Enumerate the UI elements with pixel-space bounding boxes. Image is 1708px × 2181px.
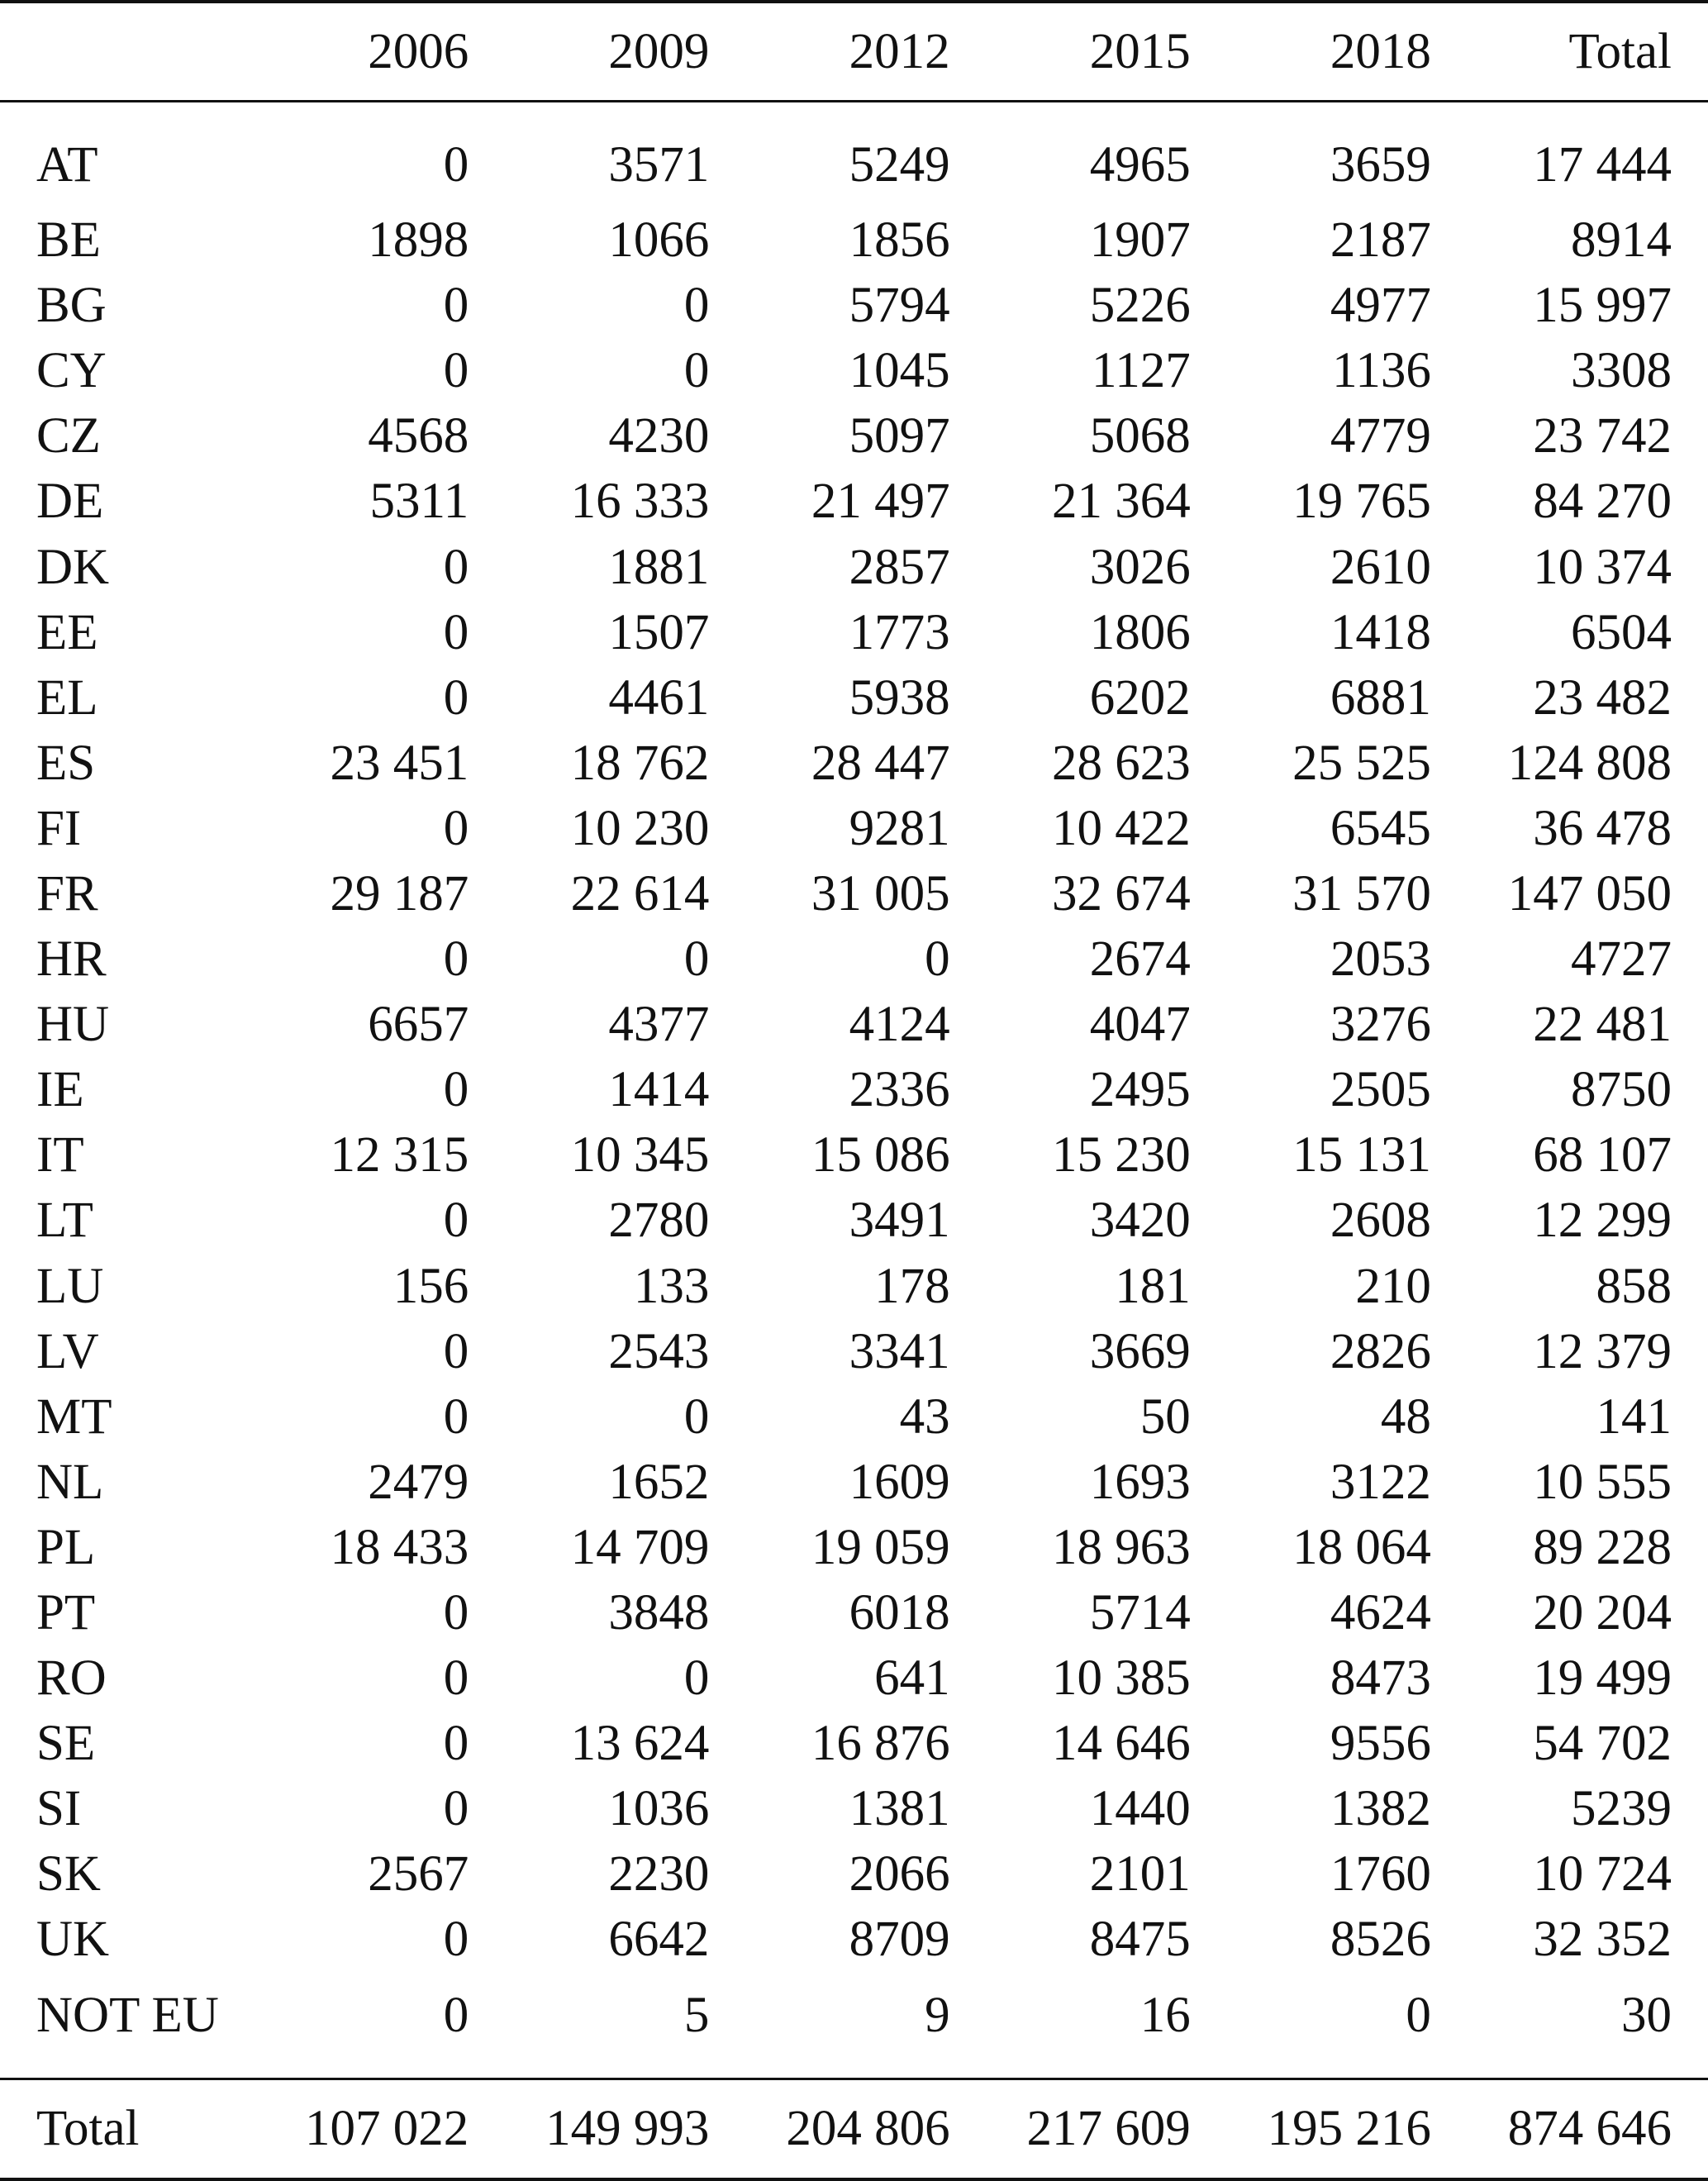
table-cell: 10 555 [1533,1454,1672,1510]
table-cell: 124 808 [1507,735,1672,791]
table-cell: 0 [443,1388,469,1445]
row-label: AT [36,137,98,193]
table-cell: 1881 [608,539,710,595]
table-cell: 29 187 [330,865,469,921]
table-cell: 5714 [1089,1585,1191,1641]
table-cell: 4727 [1571,931,1672,988]
row-label: FI [36,800,82,856]
table-cell: 3848 [608,1585,710,1641]
table-cell: 210 [1355,1258,1431,1314]
table-cell: 21 364 [1051,474,1191,530]
table-cell: 0 [925,931,950,988]
table-cell: 48 [1380,1388,1431,1445]
table-cell: 641 [874,1650,950,1707]
table-cell: 1693 [1089,1454,1191,1510]
table-cell: 15 086 [811,1127,950,1183]
table-cell: 0 [443,669,469,726]
table-cell: 0 [443,800,469,856]
table-cell: 31 005 [811,865,950,921]
table-cell: 6202 [1089,669,1191,726]
table-cell: 19 499 [1533,1650,1672,1707]
table-cell: 5 [683,1987,710,2043]
table-cell: 15 230 [1051,1127,1191,1183]
table-cell: 28 447 [811,735,950,791]
row-label: DK [36,539,110,595]
table-cell: 0 [443,1193,469,1249]
table-cell: 32 352 [1533,1912,1672,1968]
table-cell: 1609 [849,1454,950,1510]
table-row [0,1122,1708,1188]
row-label: SE [36,1716,96,1772]
row-label: CY [36,343,107,399]
table-cell: 9 [925,1987,950,2043]
table-cell: 0 [443,137,469,193]
row-label: RO [36,1650,107,1707]
table-cell: 0 [683,1650,710,1707]
row-label: SI [36,1781,82,1837]
table-cell: 5239 [1571,1781,1672,1837]
table-cell: 6504 [1571,604,1672,660]
table-cell: 1381 [849,1781,950,1837]
table-cell: 0 [443,278,469,334]
table-row [0,1907,1708,1972]
table-cell: 15 997 [1533,278,1672,334]
table-cell: 0 [443,539,469,595]
table-cell: 4965 [1089,137,1191,193]
table-cell: 18 762 [570,735,710,791]
row-label: HU [36,997,110,1053]
table-cell: 32 674 [1051,865,1191,921]
table-cell: 1507 [608,604,710,660]
table-cell: 1856 [849,212,950,269]
table-cell: 2567 [368,1846,469,1902]
table-cell: 15 131 [1292,1127,1431,1183]
table-cell: 6018 [849,1585,950,1641]
header-cell: 2012 [849,24,950,79]
table-cell: 0 [683,343,710,399]
table-row [0,469,1708,534]
total-cell: 217 609 [1026,2101,1191,2157]
header-row [0,2,1708,102]
row-label: LV [36,1323,99,1379]
table-cell: 0 [443,1650,469,1707]
table-cell: 20 204 [1533,1585,1672,1641]
table-cell: 8750 [1571,1062,1672,1118]
table-cell: 12 379 [1533,1323,1672,1379]
table-row [0,534,1708,599]
table-cell: 2495 [1089,1062,1191,1118]
table-cell: 1066 [608,212,710,269]
table-row [0,926,1708,992]
row-label: SK [36,1846,101,1902]
total-cell: 149 993 [545,2101,710,2157]
table-cell: 156 [393,1258,469,1314]
table-cell: 1382 [1330,1781,1431,1837]
table-row [0,1776,1708,1841]
table-cell: 3276 [1330,997,1431,1053]
row-label: LT [36,1193,93,1249]
table-cell: 0 [443,343,469,399]
table-cell: 6545 [1330,800,1431,856]
table-cell: 1414 [608,1062,710,1118]
table-cell: 2230 [608,1846,710,1902]
table-cell: 2053 [1330,931,1431,988]
table-row [0,1841,1708,1907]
table-cell: 178 [874,1258,950,1314]
row-label: DE [36,474,104,530]
table-cell: 12 299 [1533,1193,1672,1249]
table-body [0,102,1708,2079]
row-label: ES [36,735,96,791]
table-cell: 1036 [608,1781,710,1837]
table-cell: 4047 [1089,997,1191,1053]
table-row [0,1319,1708,1384]
table-cell: 0 [443,931,469,988]
table-cell: 16 [1139,1987,1191,2043]
table-cell: 0 [443,604,469,660]
table-cell: 5794 [849,278,950,334]
table-cell: 19 765 [1292,474,1431,530]
table-cell: 43 [899,1388,950,1445]
row-label: FR [36,865,98,921]
table-cell: 2610 [1330,539,1431,595]
table-cell: 14 709 [570,1519,710,1575]
table-cell: 31 570 [1292,865,1431,921]
total-row-label: Total [36,2101,140,2157]
table-header [0,2,1708,102]
row-label: IT [36,1127,84,1183]
table-cell: 1136 [1332,343,1431,399]
table-cell: 1418 [1330,604,1431,660]
table-cell: 10 385 [1051,1650,1191,1707]
table-row [0,731,1708,796]
table-cell: 3308 [1571,343,1672,399]
table-cell: 36 478 [1533,800,1672,856]
table-cell: 3669 [1089,1323,1191,1379]
header-cell: 2009 [608,24,710,79]
table-cell: 8475 [1089,1912,1191,1968]
table-cell: 147 050 [1507,865,1672,921]
table-cell: 6881 [1330,669,1431,726]
table-cell: 3491 [849,1193,950,1249]
table-cell: 5249 [849,137,950,193]
table-cell: 0 [443,1716,469,1772]
table-row [0,665,1708,731]
table-cell: 6657 [368,997,469,1053]
table-cell: 2780 [608,1193,710,1249]
table-cell: 22 614 [570,865,710,921]
table-cell: 4377 [608,997,710,1053]
table-cell: 23 742 [1533,408,1672,464]
table-row [0,1711,1708,1776]
table-cell: 6642 [608,1912,710,1968]
table-cell: 2101 [1089,1846,1191,1902]
table-row [0,102,1708,208]
table-cell: 1760 [1330,1846,1431,1902]
table-cell: 17 444 [1533,137,1672,193]
table-cell: 16 333 [570,474,710,530]
header-label-cell [0,2,264,102]
table-cell: 3341 [849,1323,950,1379]
row-label: UK [36,1912,110,1968]
row-label: BG [36,278,107,334]
table-cell: 4230 [608,408,710,464]
table-cell: 84 270 [1533,474,1672,530]
table-cell: 181 [1115,1258,1191,1314]
table-cell: 0 [683,931,710,988]
total-cell: 195 216 [1267,2101,1431,2157]
table-row [0,1515,1708,1580]
table-cell: 5226 [1089,278,1191,334]
table-cell: 16 876 [811,1716,950,1772]
table-cell: 133 [633,1258,710,1314]
table-row [0,338,1708,403]
row-label: NL [36,1454,104,1510]
table-cell: 54 702 [1533,1716,1672,1772]
table-row [0,600,1708,665]
table-cell: 1898 [368,212,469,269]
table-cell: 0 [1406,1987,1431,2043]
table-cell: 9281 [849,800,950,856]
table-cell: 8709 [849,1912,950,1968]
table-cell: 2543 [608,1323,710,1379]
table-cell: 1806 [1089,604,1191,660]
table-cell: 4124 [849,997,950,1053]
table-cell: 8914 [1571,212,1672,269]
table-cell: 0 [443,1323,469,1379]
table-cell: 4461 [608,669,710,726]
total-cell: 204 806 [786,2101,950,2157]
table-cell: 0 [443,1062,469,1118]
table-row [0,796,1708,861]
table-row [0,992,1708,1057]
table-row [0,403,1708,469]
table-row [0,1254,1708,1319]
table-row [0,1057,1708,1122]
row-label: PL [36,1519,96,1575]
table-cell: 1652 [608,1454,710,1510]
table-cell: 30 [1621,1987,1672,2043]
table-cell: 14 646 [1051,1716,1191,1772]
table-cell: 5311 [369,474,469,530]
row-label: PT [36,1585,96,1641]
table-cell: 3122 [1330,1454,1431,1510]
table-cell: 3420 [1089,1193,1191,1249]
table-cell: 0 [683,1388,710,1445]
row-label: IE [36,1062,84,1118]
table-cell: 3026 [1089,539,1191,595]
table-cell: 1045 [849,343,950,399]
table-cell: 18 963 [1051,1519,1191,1575]
header-cell: 2015 [1089,24,1191,79]
table-cell: 5097 [849,408,950,464]
row-label: CZ [36,408,101,464]
table-cell: 68 107 [1533,1127,1672,1183]
row-label: EL [36,669,98,726]
table-cell: 0 [443,1912,469,1968]
table-cell: 4977 [1330,278,1431,334]
table-cell: 12 315 [330,1127,469,1183]
table-cell: 25 525 [1292,735,1431,791]
row-label: MT [36,1388,112,1445]
table-cell: 50 [1139,1388,1191,1445]
table-cell: 10 345 [570,1127,710,1183]
table-cell: 10 230 [570,800,710,856]
table-cell: 1773 [849,604,950,660]
table-cell: 4568 [368,408,469,464]
table-row [0,207,1708,273]
table-cell: 0 [443,1987,469,2043]
table-cell: 141 [1596,1388,1672,1445]
table-cell: 5938 [849,669,950,726]
table-cell: 2479 [368,1454,469,1510]
table-cell: 10 422 [1051,800,1191,856]
table-cell: 18 433 [330,1519,469,1575]
header-cell: Total [1568,24,1672,79]
table-row [0,1973,1708,2079]
table-cell: 13 624 [570,1716,710,1772]
table-cell: 2674 [1089,931,1191,988]
table-cell: 2336 [849,1062,950,1118]
table-cell: 21 497 [811,474,950,530]
table-cell: 1907 [1089,212,1191,269]
table-cell: 2608 [1330,1193,1431,1249]
table-cell: 0 [443,1585,469,1641]
table-cell: 10 374 [1533,539,1672,595]
table-cell: 1440 [1089,1781,1191,1837]
table-cell: 22 481 [1533,997,1672,1053]
table-cell: 8473 [1330,1650,1431,1707]
table-cell: 3659 [1330,137,1431,193]
table-row [0,861,1708,926]
table-cell: 3571 [608,137,710,193]
table-footer [0,2079,1708,2179]
table-cell: 5068 [1089,408,1191,464]
total-cell: 874 646 [1507,2101,1672,2157]
total-cell: 107 022 [305,2101,469,2157]
table-cell: 2857 [849,539,950,595]
table-row [0,273,1708,338]
table-cell: 18 064 [1292,1519,1431,1575]
table-cell: 23 482 [1533,669,1672,726]
table-cell: 10 724 [1533,1846,1672,1902]
table-cell: 19 059 [811,1519,950,1575]
row-label: EE [36,604,98,660]
table-cell: 8526 [1330,1912,1431,1968]
row-label: NOT EU [36,1987,219,2043]
table-row [0,1384,1708,1450]
table-row [0,1450,1708,1515]
table-cell: 2826 [1330,1323,1431,1379]
total-row [0,2079,1708,2179]
table-cell: 1127 [1091,343,1191,399]
table-cell: 2505 [1330,1062,1431,1118]
row-label: LU [36,1258,104,1314]
table-cell: 28 623 [1051,735,1191,791]
table-cell: 9556 [1330,1716,1431,1772]
table-cell: 2066 [849,1846,950,1902]
table-cell: 2187 [1330,212,1431,269]
table-cell: 89 228 [1533,1519,1672,1575]
table-row [0,1188,1708,1253]
header-cell: 2018 [1330,24,1431,79]
table-cell: 23 451 [330,735,469,791]
row-label: HR [36,931,107,988]
table-cell: 0 [443,1781,469,1837]
row-label: BE [36,212,101,269]
table-row [0,1580,1708,1645]
table-row [0,1645,1708,1711]
table-cell: 4624 [1330,1585,1431,1641]
table-cell: 4779 [1330,408,1431,464]
header-cell: 2006 [368,24,469,79]
table-cell: 858 [1596,1258,1672,1314]
table-cell: 0 [683,278,710,334]
